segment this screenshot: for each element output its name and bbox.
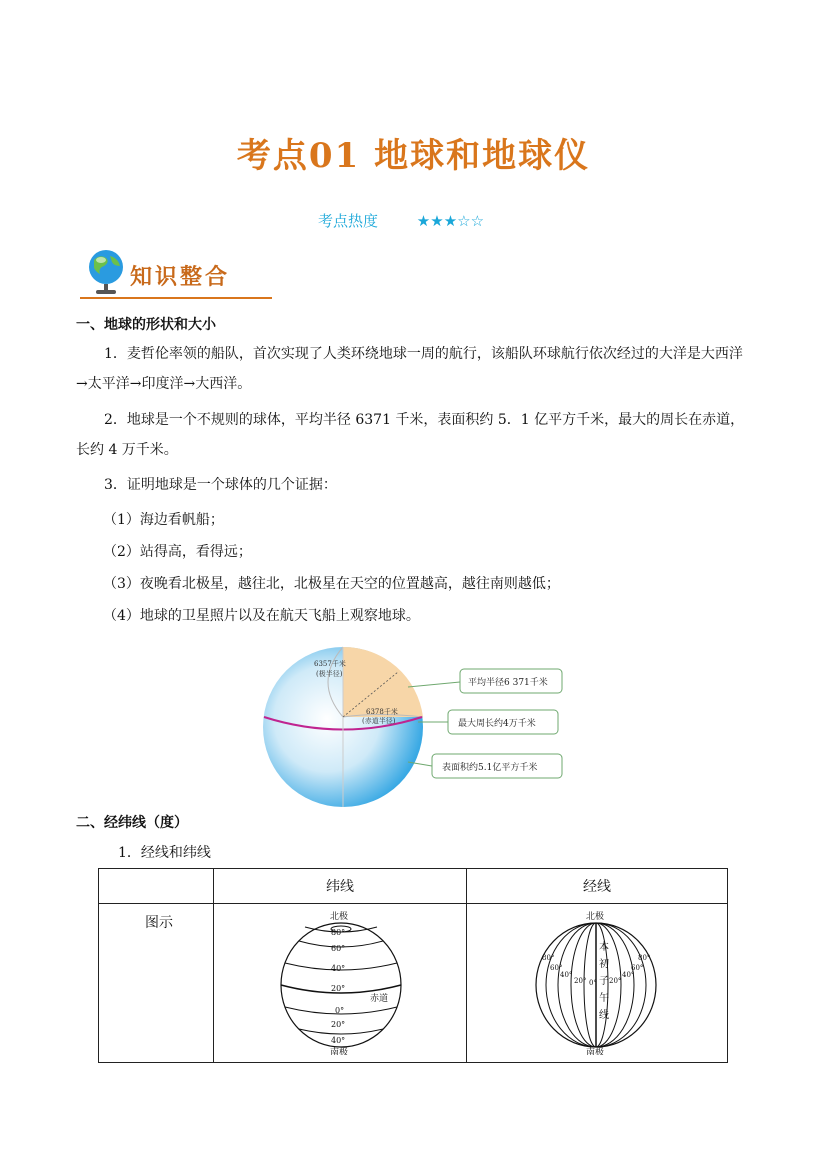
callout-mean-radius: 平均半径6 371千米	[468, 678, 548, 688]
lon-label: 80°	[542, 954, 555, 962]
lon-label: 60°	[550, 964, 563, 972]
hotness-label: 考点热度	[318, 212, 379, 230]
polar-radius-label: 6357千米	[314, 660, 346, 668]
hotness-stars: ★★★☆☆	[416, 212, 485, 230]
table-corner	[99, 869, 214, 904]
paragraph-3: 3．证明地球是一个球体的几个证据：	[104, 477, 337, 493]
lat-label: 40°	[331, 964, 346, 973]
south-pole-label: 南极	[330, 1048, 349, 1055]
page-title: 考点01 地球和地球仪	[236, 136, 591, 176]
meridian-char: 午	[599, 993, 609, 1004]
row-label: 图示	[99, 904, 214, 1063]
longitude-figure	[468, 905, 726, 1055]
lat-label: 20°	[331, 1020, 346, 1029]
lon-label: 40°	[622, 971, 635, 979]
lat-label: 20°	[331, 984, 346, 993]
polar-radius-note: (极半径)	[316, 670, 343, 678]
section-underline	[80, 297, 272, 299]
north-pole-label: 北极	[586, 912, 605, 922]
cut-section	[343, 647, 423, 717]
paragraph-2: 2．地球是一个不规则的球体，平均半径 6371 千米，表面积约 5．1 亿平方千米，最大的周长在赤道，长约 4 万千米。	[76, 412, 745, 458]
section-header	[80, 246, 272, 300]
part2-heading: 二、经纬线（度）	[76, 815, 188, 831]
lat-label: 0°	[335, 1006, 345, 1015]
evidence-item: （3）夜晚看北极星，越往北，北极星在天空的位置越高，越往南则越低；	[103, 576, 560, 592]
lat-label: 80°	[331, 928, 346, 937]
equator-radius-label: 6378千米	[366, 708, 398, 716]
south-pole-label: 南极	[586, 1048, 605, 1055]
part2-sub: 1．经线和纬线	[118, 845, 211, 861]
lon-label: 40°	[560, 971, 573, 979]
meridian-parallel-table	[98, 868, 728, 1063]
lat-label: 60°	[331, 944, 346, 953]
meridian-char: 初	[599, 959, 609, 970]
equator-radius-note: (赤道半径)	[362, 717, 396, 725]
lon-label: 20°	[574, 977, 587, 985]
part1-heading: 一、地球的形状和大小	[76, 317, 216, 333]
equator-label: 赤道	[370, 994, 389, 1004]
meridian-char: 本	[599, 942, 609, 953]
lon-label: 80°	[638, 954, 651, 962]
earth-size-figure	[258, 642, 568, 812]
col-header-weixian: 纬线	[214, 869, 467, 904]
meridian-char: 线	[599, 1010, 609, 1021]
section-label: 知识整合	[130, 264, 231, 290]
paragraph-1: 1．麦哲伦率领的船队，首次实现了人类环绕地球一周的航行，该船队环球航行依次经过的大洋是大西洋→太平洋→印度洋→大西洋。	[76, 346, 743, 392]
evidence-item: （2）站得高，看得远；	[103, 544, 252, 560]
meridian-char: 子	[599, 976, 609, 987]
globe-icon	[84, 246, 128, 296]
longitude-cell	[467, 904, 728, 1063]
col-header-jingxian: 经线	[467, 869, 728, 904]
hotness-rating	[318, 210, 484, 231]
lon-label: 60°	[631, 964, 644, 972]
lon-label: 20°	[609, 977, 622, 985]
callout-surface-area: 表面积约5.1亿平方千米	[442, 763, 538, 773]
latitude-cell	[214, 904, 467, 1063]
north-pole-label: 北极	[330, 912, 349, 922]
callout-circumference: 最大周长约4万千米	[458, 719, 536, 729]
latitude-figure	[215, 905, 465, 1055]
lon-label: 0°	[589, 979, 597, 987]
evidence-item: （4）地球的卫星照片以及在航天飞船上观察地球。	[103, 608, 420, 624]
lat-label: 40°	[331, 1036, 346, 1045]
evidence-item: （1）海边看帆船；	[103, 512, 224, 528]
